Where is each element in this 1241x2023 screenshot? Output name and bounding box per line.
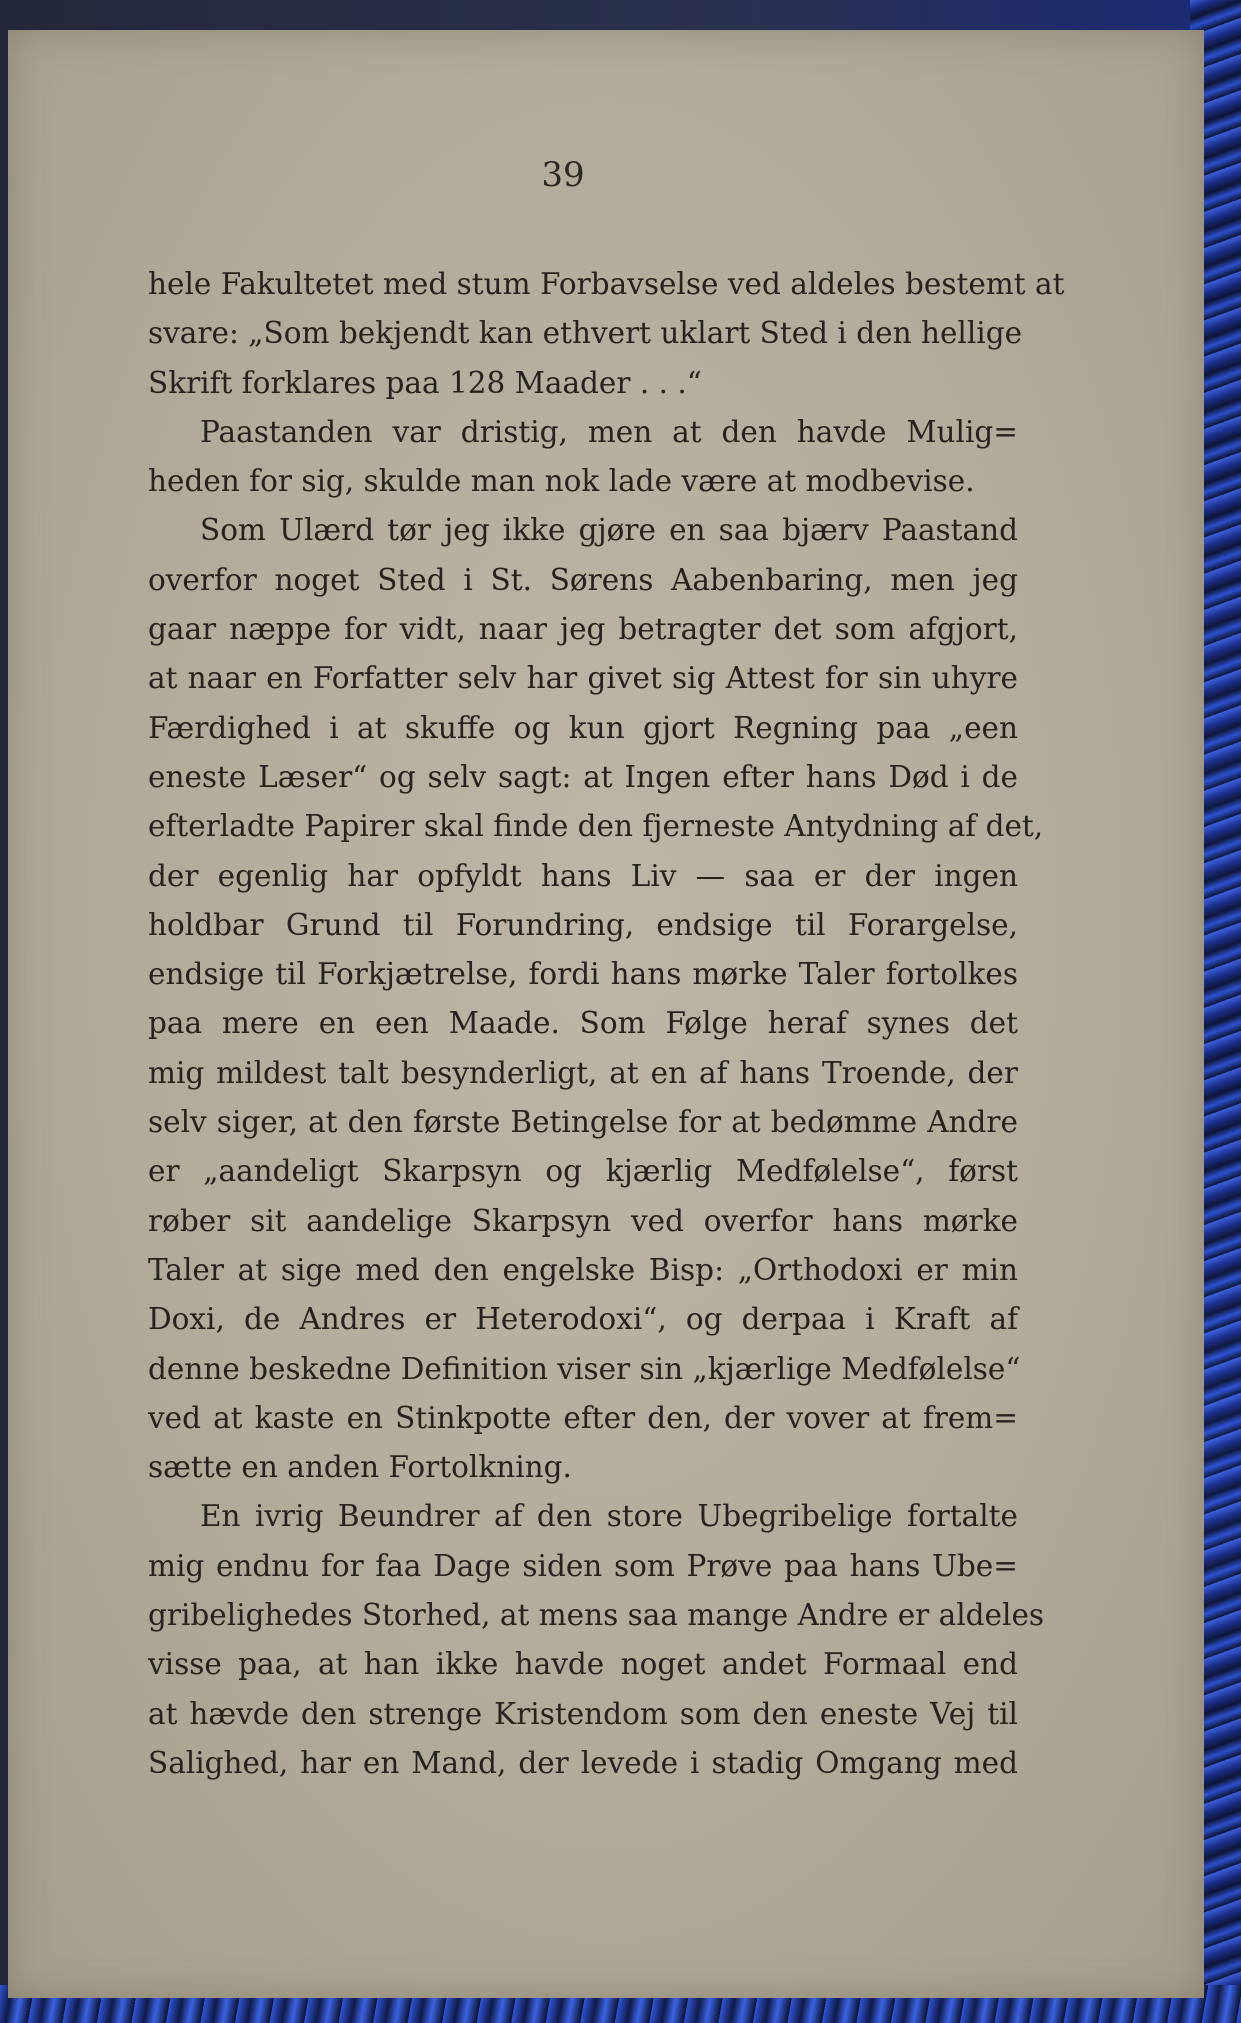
text-line: at naar en Forfatter selv har givet sig Attest for sin uhyre [148,661,1018,696]
text-line: ved at kaste en Stinkpotte efter den, der vover at frem= [148,1400,1018,1435]
text-line: efterladte Papirer skal finde den fjerneste Antydning af det, [148,809,1044,844]
text-line: holdbar Grund til Forundring, endsige til Forargelse, [148,907,1018,942]
text-line: røber sit aandelige Skarpsyn ved overfor hans mørke [148,1203,1018,1238]
text-line: Færdighed i at skuffe og kun gjort Regning paa „een [148,710,1018,745]
text-line: mig endnu for faa Dage siden som Prøve paa hans Ube= [148,1548,1018,1583]
text-line: gaar næppe for vidt, naar jeg betragter det som afgjort, [148,612,1018,647]
text-line: gribelighedes Storhed, at mens saa mange Andre er aldeles [148,1598,1045,1633]
text-line: at hævde den strenge Kristendom som den eneste Vej til [148,1696,1018,1731]
text-line: visse paa, at han ikke havde noget andet Formaal end [148,1647,1018,1682]
text-line: Skrift forklares paa 128 Maader . . .“ [148,365,702,400]
text-line: Som Ulærd tør jeg ikke gjøre en saa bjærv Paastand [200,513,1018,548]
text-line: sætte en anden Fortolkning. [148,1450,572,1485]
text-line: er „aandeligt Skarpsyn og kjærlig Medfølelse“, først [148,1154,1018,1189]
text-line: Taler at sige med den engelske Bisp: „Orthodoxi er min [148,1252,1018,1287]
body-text [148,260,1065,1788]
text-line: endsige til Forkjætrelse, fordi hans mørke Taler fortolkes [148,957,1018,992]
text-line: Salighed, har en Mand, der levede i stadig Omgang med [148,1745,1018,1780]
text-line: mig mildest talt besynderligt, at en af hans Troende, der [148,1055,1018,1090]
text-line: En ivrig Beundrer af den store Ubegribelige fortalte [200,1499,1018,1534]
text-line: overfor noget Sted i St. Sørens Aabenbaring, men jeg [148,562,1018,597]
text-line: denne beskedne Definition viser sin „kjærlige Medfølelse“ [148,1351,1021,1386]
text-line: eneste Læser“ og selv sagt: at Ingen efter hans Død i de [148,759,1018,794]
book-page [8,30,1204,1998]
text-line: Paastanden var dristig, men at den havde Mulig= [200,414,1018,449]
text-line: paa mere en een Maade. Som Følge heraf synes det [148,1006,1018,1041]
text-line: hele Fakultetet med stum Forbavselse ved aldeles bestemt at [148,267,1065,301]
text-line: Doxi, de Andres er Heterodoxi“, og derpaa i Kraft af [148,1302,1018,1337]
text-line: der egenlig har opfyldt hans Liv — saa er der ingen [148,858,1018,893]
text-line: selv siger, at den første Betingelse for at bedømme Andre [148,1105,1018,1140]
page-number: 39 [541,155,585,195]
text-line: heden for sig, skulde man nok lade være at modbevise. [148,464,975,499]
text-line: svare: „Som bekjendt kan ethvert uklart Sted i den hellige [148,316,1023,351]
